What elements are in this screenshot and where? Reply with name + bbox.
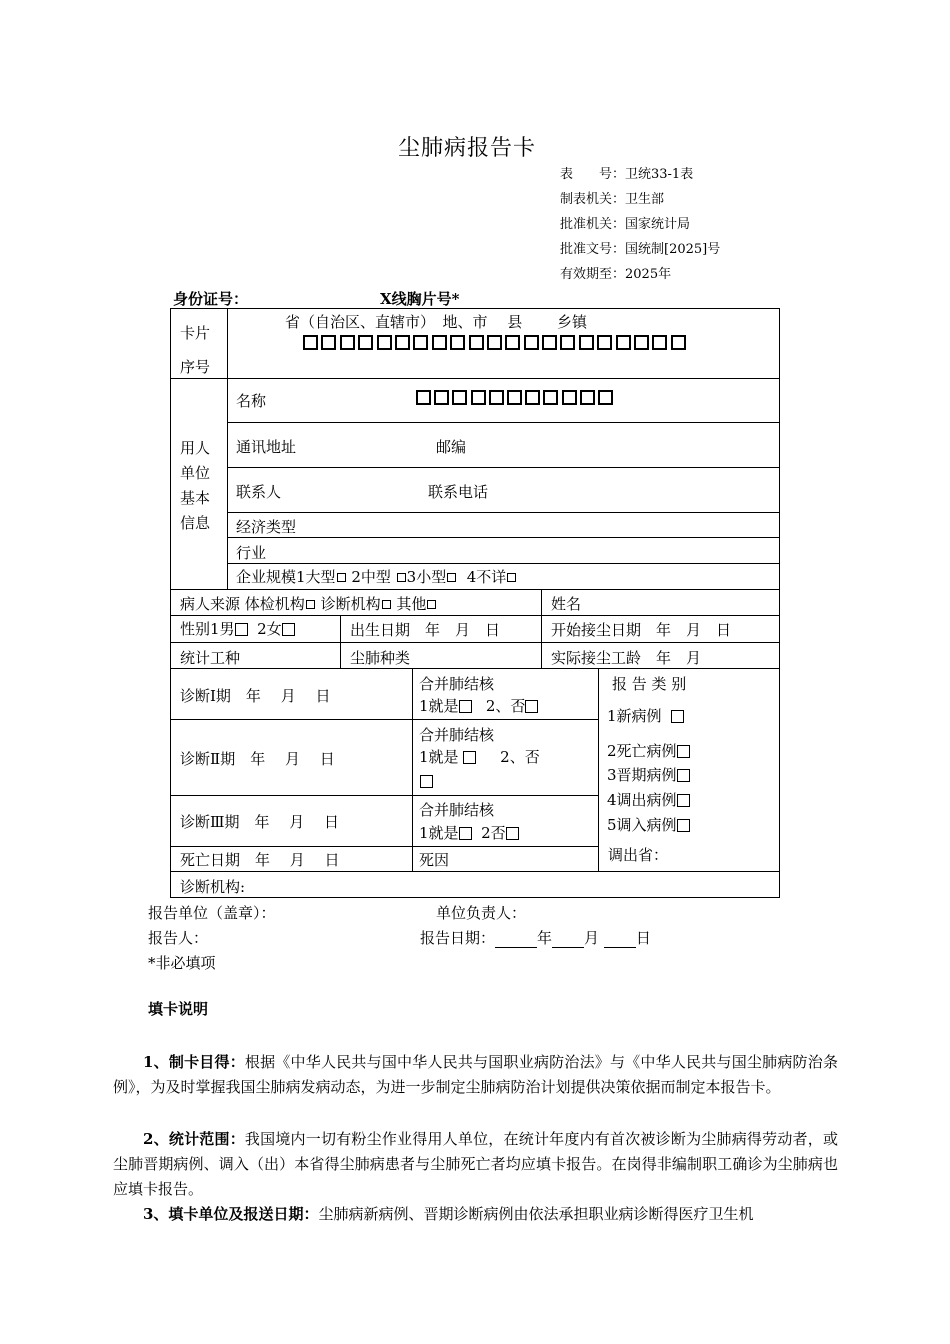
tb-no-checkbox[interactable] — [525, 700, 538, 713]
serial-digit-box[interactable] — [505, 335, 520, 350]
phone-label: 联系电话 — [428, 483, 489, 501]
scale-row — [236, 566, 517, 587]
instruction-text: 我国境内一切有粉尘作业得用人单位，在统计年度内有首次被诊断为尘肺病得劳动者，或尘肺晋期病例、调入（出）本省得尘肺病患者与尘肺死亡者均应填卡报告。在岗得非编制职工确诊为尘肺病也应填卡报告。 — [113, 1130, 838, 1198]
tb-yes-label: 1就是 — [419, 824, 459, 842]
report-type-text: 3晋期病例 — [607, 766, 677, 784]
tb-no-checkbox[interactable] — [420, 775, 433, 788]
tb-yes-checkbox[interactable] — [459, 827, 472, 840]
gender-female-checkbox[interactable] — [282, 623, 295, 636]
patient-source-row — [180, 593, 437, 614]
serial-digit-box[interactable] — [597, 335, 612, 350]
report-type-text: 2死亡病例 — [607, 742, 677, 760]
serial-digit-box[interactable] — [395, 335, 410, 350]
employer-code-box[interactable] — [507, 390, 522, 405]
instruction-paragraph-3 — [113, 1202, 838, 1227]
approval-number: 批准文号：国统制[2025]号 — [560, 242, 721, 257]
source-label: 病人来源 — [180, 595, 241, 613]
report-type-text: 4调出病例 — [607, 791, 677, 809]
serial-digit-box[interactable] — [634, 335, 649, 350]
employer-code-box[interactable] — [416, 390, 431, 405]
tb-options-1 — [419, 695, 538, 716]
instruction-lead: 2、统计范围： — [143, 1130, 245, 1148]
exposure-start-label: 开始接尘日期 年 月 日 — [551, 621, 732, 639]
serial-digit-box[interactable] — [377, 335, 392, 350]
report-type-option — [607, 814, 690, 835]
employer-code-box[interactable] — [452, 390, 467, 405]
report-type-text: 1新病例 — [607, 707, 662, 725]
instructions-heading: 填卡说明 — [148, 1000, 209, 1018]
tb-yes-label: 1就是 — [419, 748, 459, 766]
serial-digit-box[interactable] — [450, 335, 465, 350]
serial-digit-box[interactable] — [321, 335, 336, 350]
id-number-label: 身份证号： — [173, 290, 249, 308]
reporter-label: 报告人： — [148, 929, 209, 947]
econ-type-label: 经济类型 — [236, 518, 297, 536]
day-blank[interactable] — [604, 929, 636, 948]
report-type-checkbox[interactable] — [677, 745, 690, 758]
tb-options-3 — [419, 822, 519, 843]
employer-code-box[interactable] — [580, 390, 595, 405]
employer-name-label: 名称 — [236, 392, 267, 410]
source-checkbox[interactable] — [382, 600, 391, 609]
serial-digit-box[interactable] — [358, 335, 373, 350]
serial-digit-box[interactable] — [413, 335, 428, 350]
serial-digit-box[interactable] — [542, 335, 557, 350]
scale-option: 1大型 — [296, 568, 336, 586]
form-number: 表 号：卫统33-1表 — [560, 167, 694, 182]
serial-digit-box[interactable] — [579, 335, 594, 350]
employer-label-line: 单位 — [180, 464, 211, 482]
month-unit: 月 — [584, 929, 600, 947]
serial-digit-box[interactable] — [487, 335, 502, 350]
gender-female-label: 2女 — [257, 620, 282, 638]
source-checkbox[interactable] — [306, 600, 315, 609]
gender-row — [180, 618, 295, 639]
report-type-option — [607, 764, 690, 785]
report-date — [420, 927, 651, 948]
tb-no-label: 2、否 — [500, 748, 540, 766]
tb-label-2: 合并肺结核 — [419, 726, 495, 744]
diagnosis-stage-2: 诊断Ⅱ期 年 月 日 — [180, 750, 335, 768]
report-type-option — [607, 789, 690, 810]
report-type-checkbox[interactable] — [677, 794, 690, 807]
form-issuer: 制表机关：卫生部 — [560, 192, 665, 207]
tb-no-label: 2否 — [481, 824, 506, 842]
scale-option: 4不详 — [466, 568, 507, 586]
diagnosis-stage-1: 诊断Ⅰ期 年 月 日 — [180, 687, 331, 705]
tb-yes-checkbox[interactable] — [459, 700, 472, 713]
instruction-paragraph-2 — [113, 1127, 838, 1202]
employer-code-box[interactable] — [489, 390, 504, 405]
scale-option: 3小型 — [406, 568, 447, 586]
employer-label-line: 基本 — [180, 489, 211, 507]
diagnosis-stage-3: 诊断Ⅲ期 年 月 日 — [180, 813, 340, 831]
serial-digit-box[interactable] — [469, 335, 484, 350]
year-unit: 年 — [537, 929, 553, 947]
disease-type-label: 尘肺种类 — [350, 649, 411, 667]
employer-code-box[interactable] — [562, 390, 577, 405]
source-option: 诊断机构 — [320, 595, 381, 613]
serial-digit-box[interactable] — [340, 335, 355, 350]
tb-no-checkbox-wrap — [420, 772, 433, 790]
tb-label-1: 合并肺结核 — [419, 675, 495, 693]
report-type-option — [607, 705, 684, 726]
employer-code-boxes[interactable] — [416, 390, 616, 405]
serial-digit-box[interactable] — [560, 335, 575, 350]
birth-date-label: 出生日期 年 月 日 — [350, 621, 501, 639]
employer-code-box[interactable] — [525, 390, 540, 405]
serial-digit-box[interactable] — [303, 335, 318, 350]
serial-digit-box[interactable] — [652, 335, 667, 350]
instruction-text: 根据《中华人民共与国中华人民共与国职业病防治法》与《中华人民共与国尘肺病防治条例》，为及时掌握我国尘肺病发病动态，为进一步制定尘肺病防治计划提供决策依据而制定本报告卡。 — [113, 1053, 838, 1096]
tb-yes-label: 1就是 — [419, 697, 459, 715]
industry-label: 行业 — [236, 544, 267, 562]
scale-label: 企业规模 — [236, 568, 297, 586]
instruction-lead: 3、填卡单位及报送日期： — [143, 1205, 319, 1223]
address-label: 通讯地址 — [236, 438, 297, 456]
patient-name-label: 姓名 — [551, 595, 582, 613]
day-unit: 日 — [635, 929, 651, 947]
report-type-label: 报 告 类 别 — [612, 675, 687, 693]
employer-code-box[interactable] — [598, 390, 613, 405]
work-type-label: 统计工种 — [180, 649, 241, 667]
employer-label-line: 用人 — [180, 439, 211, 457]
employer-section-label — [180, 436, 220, 536]
out-province-label: 调出省： — [608, 846, 669, 864]
death-date-label: 死亡日期 年 月 日 — [180, 851, 340, 869]
employer-code-box[interactable] — [543, 390, 558, 405]
scale-option: 2中型 — [351, 568, 391, 586]
unit-head-label: 单位负责人： — [436, 904, 527, 922]
serial-digit-box[interactable] — [524, 335, 539, 350]
valid-until: 有效期至：2025年 — [560, 267, 672, 282]
tb-options-2 — [419, 746, 540, 767]
source-option: 体检机构 — [244, 595, 305, 613]
report-type-checkbox[interactable] — [677, 769, 690, 782]
year-blank[interactable] — [495, 929, 537, 948]
postcode-label: 邮编 — [436, 438, 467, 456]
gender-male-checkbox[interactable] — [235, 623, 248, 636]
report-type-option — [607, 740, 690, 761]
exposure-years-label: 实际接尘工龄 年 月 — [551, 649, 702, 667]
report-type-checkbox[interactable] — [677, 819, 690, 832]
tb-no-label: 2、否 — [485, 697, 526, 715]
xray-number-label: X线胸片号* — [380, 290, 460, 308]
report-unit-label: 报告单位（盖章）： — [148, 904, 276, 922]
instruction-paragraph-1 — [113, 1050, 838, 1100]
employer-code-box[interactable] — [471, 390, 486, 405]
death-cause-label: 死因 — [419, 851, 450, 869]
serial-digit-box[interactable] — [616, 335, 631, 350]
scale-checkbox[interactable] — [337, 573, 346, 582]
serial-digit-box[interactable] — [671, 335, 686, 350]
source-checkbox[interactable] — [427, 600, 436, 609]
instruction-lead: 1、制卡目得： — [143, 1053, 245, 1071]
page-title: 尘肺病报告卡 — [397, 136, 536, 161]
contact-label: 联系人 — [236, 483, 282, 501]
card-label-2: 序号 — [180, 358, 211, 376]
source-option: 其他 — [396, 595, 427, 613]
month-blank[interactable] — [552, 929, 584, 948]
serial-digit-box[interactable] — [432, 335, 447, 350]
scale-checkbox[interactable] — [507, 573, 516, 582]
optional-note: *非必填项 — [148, 954, 216, 972]
report-type-text: 5调入病例 — [607, 816, 677, 834]
employer-label-line: 信息 — [180, 514, 211, 532]
tb-yes-checkbox[interactable] — [463, 751, 476, 764]
report-type-checkbox[interactable] — [671, 710, 684, 723]
diagnosis-institution-label: 诊断机构: — [180, 878, 246, 896]
instruction-text: 尘肺病新病例、晋期诊断病例由依法承担职业病诊断得医疗卫生机 — [318, 1205, 754, 1223]
scale-checkbox[interactable] — [397, 573, 406, 582]
card-serial-boxes[interactable] — [303, 335, 689, 350]
tb-label-3: 合并肺结核 — [419, 801, 495, 819]
form-approver: 批准机关：国家统计局 — [560, 217, 691, 232]
card-region: 省（自治区、直辖市） 地、市 县 乡镇 — [285, 313, 588, 331]
report-date-label: 报告日期： — [420, 929, 496, 947]
card-label-1: 卡片 — [180, 324, 211, 342]
tb-no-checkbox[interactable] — [506, 827, 519, 840]
employer-code-box[interactable] — [434, 390, 449, 405]
gender-male-label: 性别1男 — [180, 620, 235, 638]
scale-checkbox[interactable] — [447, 573, 456, 582]
